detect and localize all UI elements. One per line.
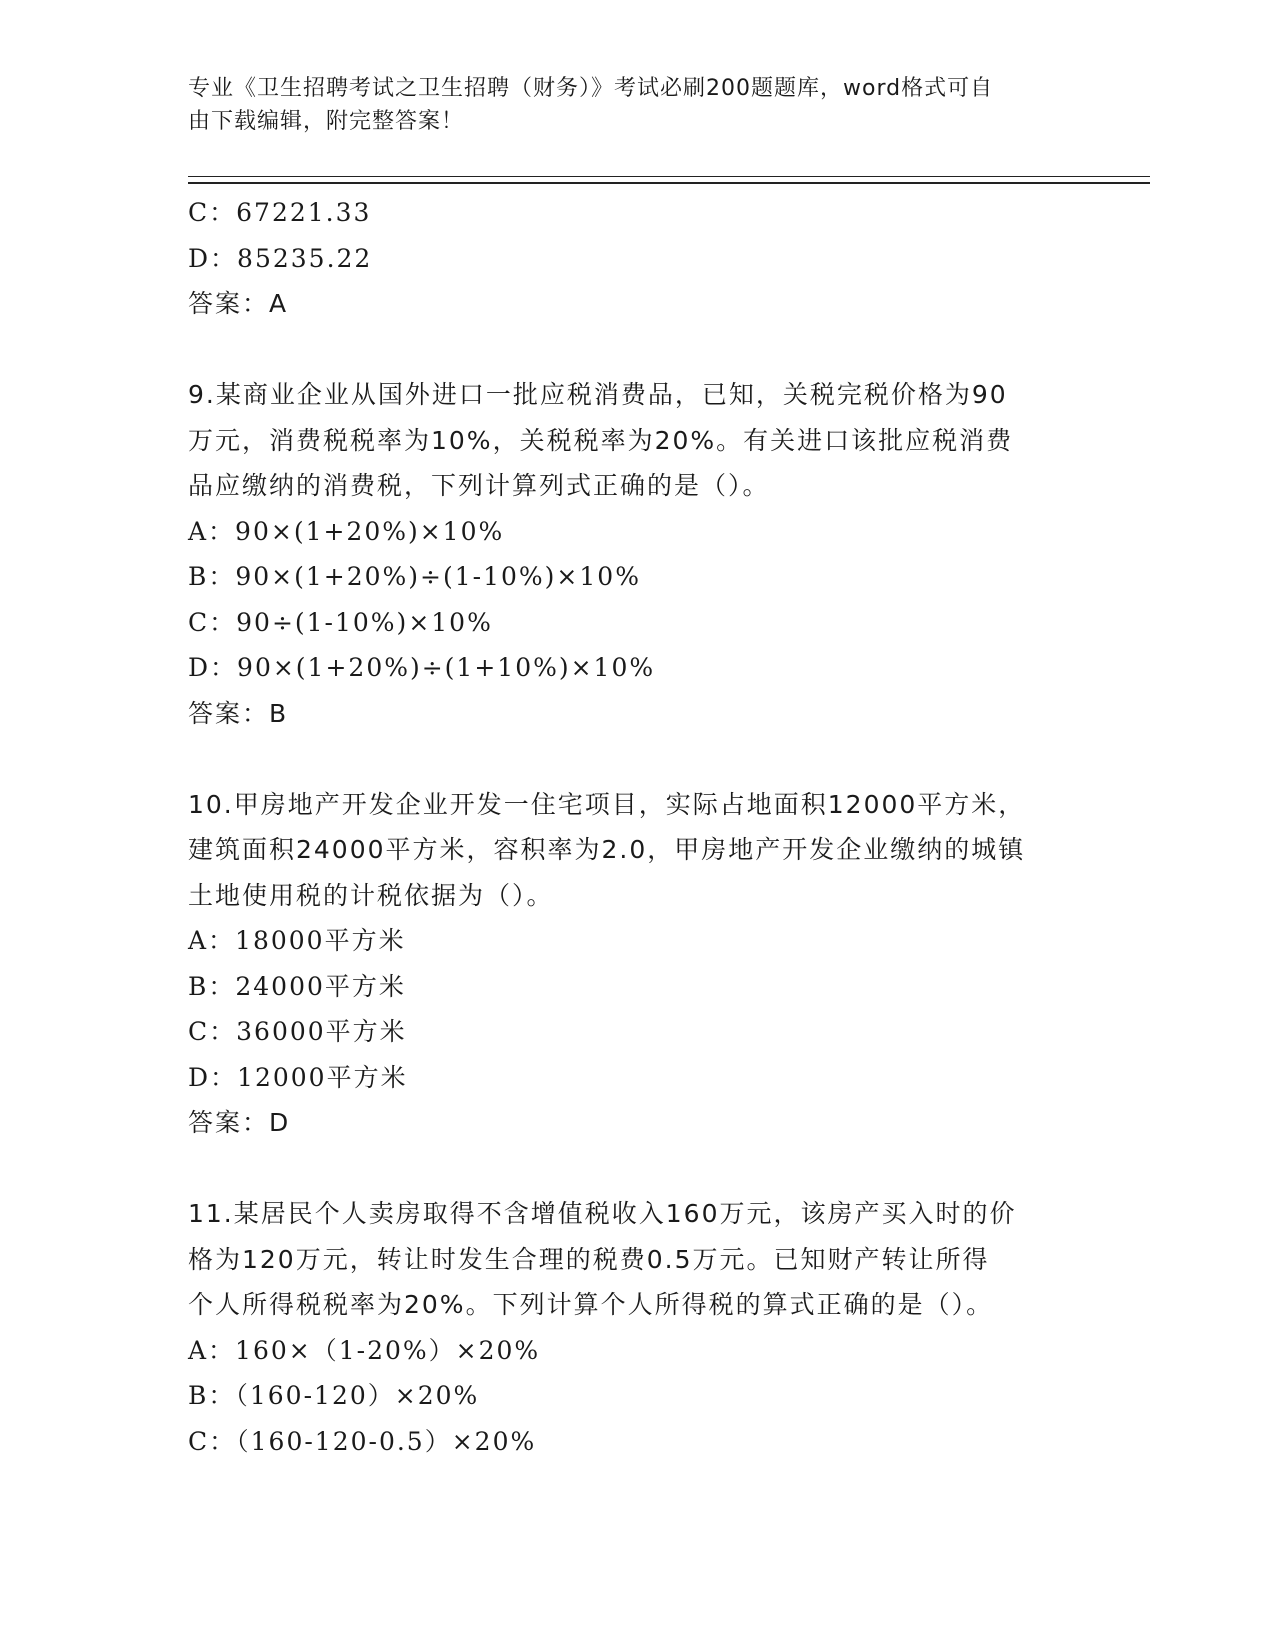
- q10-stem-line-3: 土地使用税的计税依据为（）。: [188, 880, 554, 910]
- q9-option-c: C：90÷(1-10%)×10%: [188, 607, 493, 637]
- spacer: [188, 1146, 1088, 1192]
- q9-option-b: B：90×(1+20%)÷(1-10%)×10%: [188, 562, 641, 591]
- q9-option-d: D：90×(1+20%)÷(1+10%)×10%: [188, 653, 656, 682]
- spacer: [188, 327, 1088, 373]
- q10-answer: 答案：D: [188, 1108, 291, 1137]
- q10-stem-line-1: 10.甲房地产开发企业开发一住宅项目，实际占地面积12000平方米，: [188, 789, 1026, 819]
- q9-stem-line-1: 9.某商业企业从国外进口一批应税消费品，已知，关税完税价格为90: [188, 380, 1008, 409]
- q11-stem-line-1: 11.某居民个人卖房取得不含增值税收入160万元，该房产买入时的价: [188, 1199, 1017, 1228]
- q11-stem-line-2: 格为120万元，转让时发生合理的税费0.5万元。已知财产转让所得: [188, 1244, 990, 1274]
- question-10: [188, 782, 1088, 1146]
- q10-option-b: B：24000平方米: [188, 971, 406, 1001]
- document-body: [188, 190, 1088, 1464]
- q8-answer: 答案：A: [188, 289, 289, 318]
- q10-option-c: C：36000平方米: [188, 1017, 407, 1046]
- q11-option-c: C：（160-120-0.5）×20%: [188, 1426, 537, 1456]
- q9-stem-line-2: 万元，消费税税率为10%，关税税率为20%。有关进口该批应税消费: [188, 425, 1014, 455]
- q10-option-a: A：18000平方米: [188, 926, 406, 955]
- q8-option-c: C：67221.33: [188, 198, 372, 227]
- q10-stem-line-2: 建筑面积24000平方米，容积率为2.0，甲房地产开发企业缴纳的城镇: [188, 835, 1026, 864]
- question-11: [188, 1191, 1088, 1464]
- question-9: [188, 372, 1088, 736]
- question-8-tail: [188, 190, 1088, 327]
- spacer: [188, 736, 1088, 782]
- q9-stem-line-3: 品应缴纳的消费税，下列计算列式正确的是（）。: [188, 471, 770, 500]
- q10-option-d: D：12000平方米: [188, 1062, 408, 1092]
- header-line-2: 由下载编辑，附完整答案！: [188, 109, 465, 134]
- header-divider: [188, 176, 1150, 184]
- q9-option-a: A：90×(1+20%)×10%: [188, 516, 505, 546]
- document-header: [188, 72, 1068, 138]
- q8-option-d: D：85235.22: [188, 243, 373, 273]
- q11-option-b: B：（160-120）×20%: [188, 1381, 480, 1410]
- q11-stem-line-3: 个人所得税税率为20%。下列计算个人所得税的算式正确的是（）。: [188, 1290, 994, 1319]
- q11-option-a: A：160×（1-20%）×20%: [188, 1335, 541, 1365]
- q9-answer: 答案：B: [188, 698, 289, 728]
- header-line-1: 专业《卫生招聘考试之卫生招聘（财务）》考试必刷200题题库，word格式可自: [188, 76, 994, 101]
